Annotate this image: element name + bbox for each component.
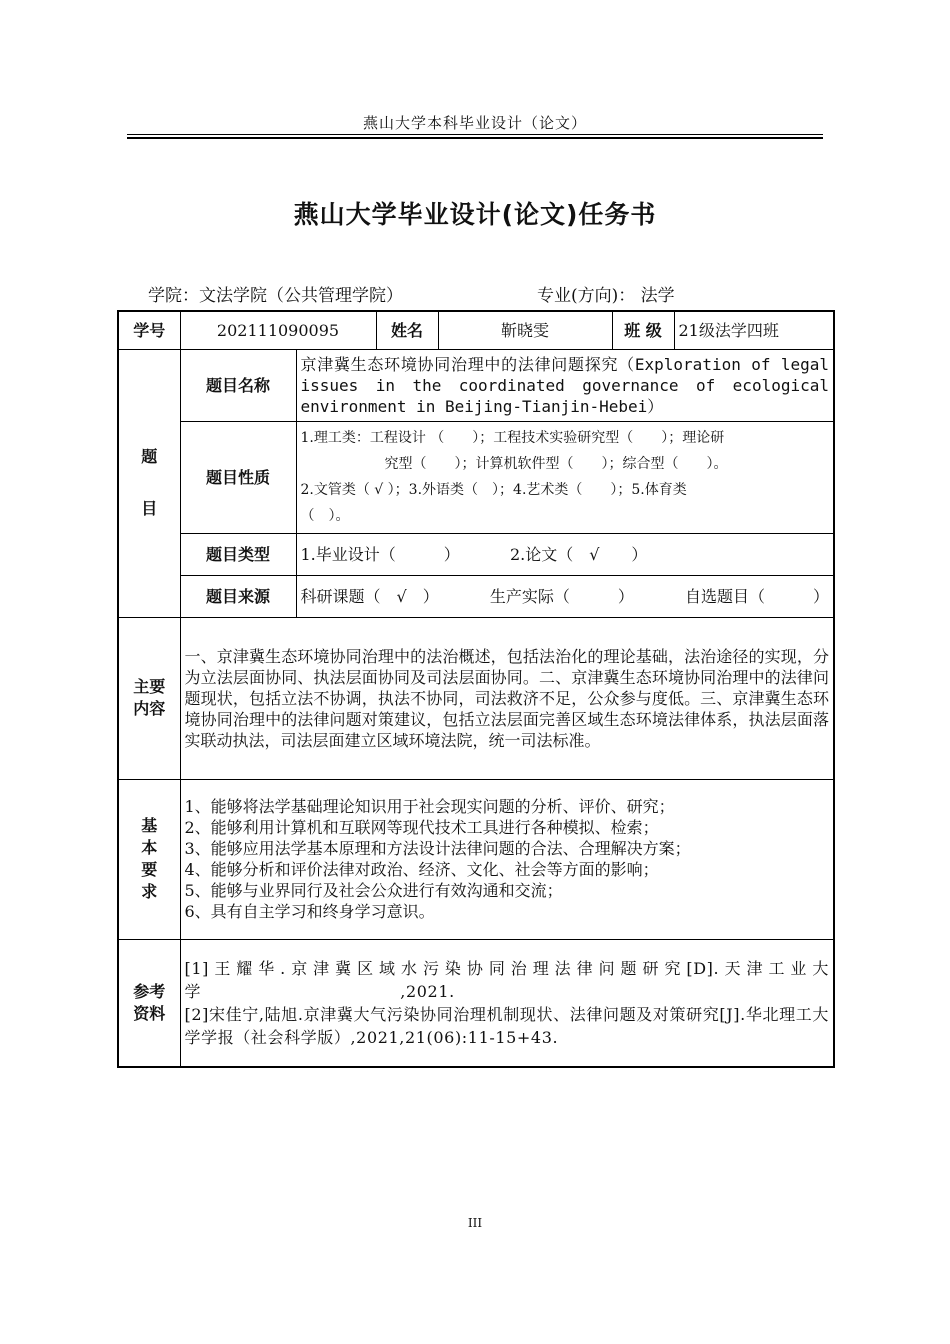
topic-nature-value (296, 421, 834, 533)
topic-source-row (118, 575, 834, 617)
main-content-label-line-2: 内容 (133, 699, 166, 718)
class-value: 21级法学四班 (674, 311, 834, 349)
references-label-line-1: 参考 (133, 981, 166, 1001)
major-field: 专业(方向)： 法学 (537, 286, 675, 306)
student-name-value: 靳晓雯 (438, 311, 612, 349)
topic-nature-line-3: 2.文管类（ √ ）；3.外语类（ ）；4.艺术类（ ）；5.体育类 (300, 482, 687, 498)
topic-type-label: 题目类型 (180, 533, 296, 575)
references-label-line-2: 资料 (133, 1003, 166, 1023)
topic-type-option-thesis: 2.论文（ √ ） (509, 544, 648, 564)
references-row (118, 939, 834, 1067)
student-name-label: 姓名 (376, 311, 438, 349)
main-content-label (118, 617, 180, 779)
requirement-item: 2、能够利用计算机和互联网等现代技术工具进行各种模拟、检索； (184, 818, 659, 837)
requirements-list (180, 779, 834, 939)
topic-name-row (118, 349, 834, 421)
topic-nature-line-4: （ ）。 (300, 508, 350, 524)
topic-type-row (118, 533, 834, 575)
class-label: 班 级 (612, 311, 674, 349)
reference-item: [2]宋佳宁,陆旭.京津冀大气污染协同治理机制现状、法律问题及对策研究[J].华北理工大学学报（社会科学版）,2021,21(06):11-15+43. (184, 1004, 829, 1047)
document-title: 燕山大学毕业设计(论文)任务书 (293, 200, 657, 229)
topic-nature-row (118, 421, 834, 533)
task-table (117, 310, 835, 1068)
reference-item: [1]王耀华.京津冀区域水污染协同治理法律问题研究[D].天津工业大学 ,2021. (184, 958, 829, 1001)
college-field: 学院：文法学院（公共管理学院） (148, 286, 403, 306)
topic-group-label (118, 349, 180, 617)
topic-source-option-research: 科研课题（ √ ） (300, 586, 439, 606)
topic-source-label: 题目来源 (180, 575, 296, 617)
requirement-item: 3、能够应用法学基本原理和方法设计法律问题的合法、合理解决方案； (184, 839, 691, 858)
topic-type-option-design: 1.毕业设计（ ） (300, 544, 460, 564)
student-id-label: 学号 (118, 311, 180, 349)
topic-name-value: 京津冀生态环境协同治理中的法律问题探究（Exploration of legal issues in the coordinated governance of ecological environment in Beijing-Tianjin-Hebei） (296, 349, 834, 421)
references-list (180, 939, 834, 1067)
topic-group-char-1: 题 (141, 447, 158, 466)
header-rule (127, 134, 823, 139)
references-label (118, 939, 180, 1067)
requirements-label-char: 求 (141, 882, 158, 901)
running-header: 燕山大学本科毕业设计（论文） (362, 114, 587, 132)
student-info-row (118, 311, 834, 349)
requirements-label (118, 779, 180, 939)
topic-source-option-practice: 生产实际（ ） (489, 586, 634, 606)
topic-nature-line-1: 1.理工类：工程设计 （ ）；工程技术实验研究型（ ）；理论研 (300, 430, 725, 446)
student-id-value: 202111090095 (180, 311, 376, 349)
requirements-label-char: 基 (141, 816, 158, 835)
requirement-item: 5、能够与业界同行及社会公众进行有效沟通和交流； (184, 881, 563, 900)
requirements-row (118, 779, 834, 939)
topic-nature-line-2: 究型（ ）；计算机软件型（ ）；综合型（ ）。 (384, 456, 728, 472)
topic-type-value (296, 533, 834, 575)
main-content-label-line-1: 主要 (133, 677, 166, 696)
topic-group-char-2: 目 (141, 499, 158, 518)
requirements-label-char: 要 (141, 860, 158, 879)
topic-source-option-self: 自选题目（ ） (684, 586, 829, 606)
main-content-row (118, 617, 834, 779)
topic-name-label: 题目名称 (180, 349, 296, 421)
requirements-label-char: 本 (141, 838, 158, 857)
requirement-item: 6、具有自主学习和终身学习意识。 (184, 902, 435, 921)
page-number: III (467, 1216, 483, 1230)
topic-source-value (296, 575, 834, 617)
topic-nature-label: 题目性质 (180, 421, 296, 533)
requirement-item: 1、能够将法学基础理论知识用于社会现实问题的分析、评价、研究； (184, 797, 675, 816)
requirement-item: 4、能够分析和评价法律对政治、经济、文化、社会等方面的影响； (184, 860, 659, 879)
main-content-text: 一、京津冀生态环境协同治理中的法治概述，包括法治化的理论基础，法治途径的实现，分为立法层面协同、执法层面协同及司法层面协同。二、京津冀生态环境协同治理中的法律问题现状，包括立法不协调，执法不协同，司法救济不足，公众参与度低。三、京津冀生态环境协同治理中的法律问题对策建议，包括立法层面完善区域生态环境法律体系，执法层面落实联动执法，司法层面建立区域环境法院，统一司法标准。 (180, 617, 834, 779)
